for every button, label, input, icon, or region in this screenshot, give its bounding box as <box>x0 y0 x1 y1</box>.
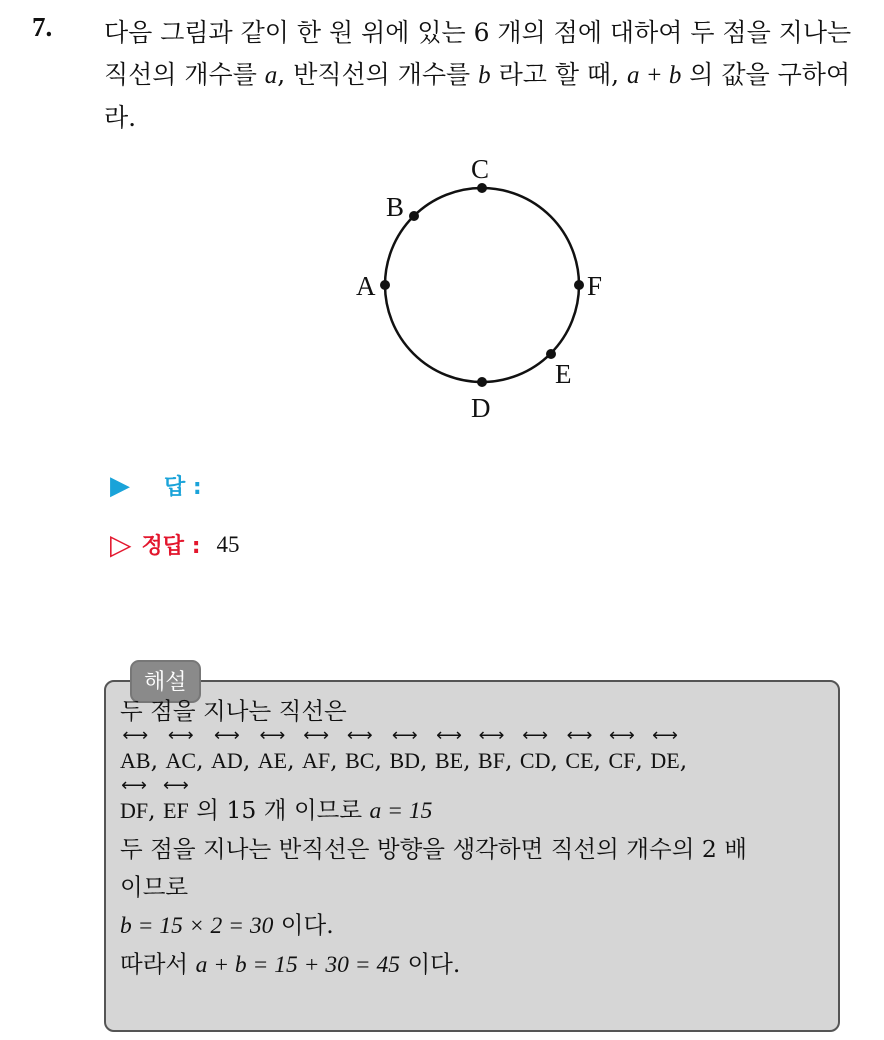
line-de: ⟷ DE <box>650 736 679 780</box>
solution-line-1: 두 점을 지나는 직선은 <box>120 697 347 725</box>
correct-answer-row <box>110 528 240 561</box>
point-c <box>477 183 487 193</box>
line-bc: ⟷ BC <box>345 736 374 780</box>
line-cd: ⟷ CD <box>520 736 551 780</box>
line-be: ⟷ BE <box>435 736 463 780</box>
question-text <box>104 12 874 139</box>
question-line-3: 라. <box>104 103 137 132</box>
point-b <box>409 211 419 221</box>
solution-tag: 해설 <box>130 660 201 703</box>
line-af: ⟷ AF <box>302 736 330 780</box>
line-ab: ⟷ AB <box>120 736 151 780</box>
solution-line-5: 이므로 <box>120 873 189 901</box>
line-bf: ⟷ BF <box>478 736 505 780</box>
label-d: D <box>471 393 491 423</box>
line-ad: ⟷ AD <box>211 736 243 780</box>
solution-lines-row-2: ⟷ DF, ⟷ EF 의 15 개 이므로 a = 15 <box>120 780 832 830</box>
line-bd: ⟷ BD <box>389 736 420 780</box>
question-number: 7. <box>32 12 53 42</box>
point-a <box>380 280 390 290</box>
solution-line-4: 두 점을 지나는 반직선은 방향을 생각하면 직선의 개수의 2 배 <box>120 835 748 863</box>
play-icon: ▶ <box>110 470 130 501</box>
line-ae: ⟷ AE <box>258 736 287 780</box>
circle-figure <box>330 140 650 440</box>
label-b: B <box>386 192 405 222</box>
eq-a: a = 15 <box>369 798 433 824</box>
line-ef: ⟷ EF <box>163 786 189 830</box>
question-line-1: 다음 그림과 같이 한 원 위에 있는 6 개의 점에 대하여 두 점을 지나는 <box>104 18 852 47</box>
solution-line-7: 따라서 a + b = 15 + 30 = 45 이다. <box>120 950 461 978</box>
label-e: E <box>555 359 572 389</box>
question-line-2: 직선의 개수를 a, 반직선의 개수를 b 라고 할 때, a + b 의 값을 구하여 <box>104 60 851 89</box>
label-c: C <box>471 154 490 184</box>
eq-b: b = 15 × 2 = 30 <box>120 913 274 939</box>
circle-diagram <box>330 140 650 440</box>
line-df: ⟷ DF <box>120 786 148 830</box>
point-f <box>574 280 584 290</box>
point-d <box>477 377 487 387</box>
solution-line-6: b = 15 × 2 = 30 이다. <box>120 911 334 939</box>
label-f: F <box>587 271 603 301</box>
answer-label: 답 : <box>164 475 202 500</box>
point-e <box>546 349 556 359</box>
line-ce: ⟷ CE <box>565 736 593 780</box>
line-ac: ⟷ AC <box>166 736 197 780</box>
answer-input-row <box>110 470 202 501</box>
solution-lines-row-1: ⟷ AB, ⟷ AC, ⟷ AD, ⟷ AE, ⟷ AF, ⟷ BC, ⟷ BD, ⟷ BE, ⟷ BF, ⟷ CD, ⟷ CE, ⟷ CF, ⟷ DE, <box>120 730 832 780</box>
correct-answer-value: 45 <box>216 531 240 557</box>
label-a: A <box>356 271 376 301</box>
line-cf: ⟷ CF <box>609 736 636 780</box>
solution-text <box>120 692 832 984</box>
correct-answer-label: 정답 : <box>141 534 201 559</box>
eq-final: a + b = 15 + 30 = 45 <box>195 952 401 978</box>
outline-play-icon: ▷ <box>110 528 132 561</box>
